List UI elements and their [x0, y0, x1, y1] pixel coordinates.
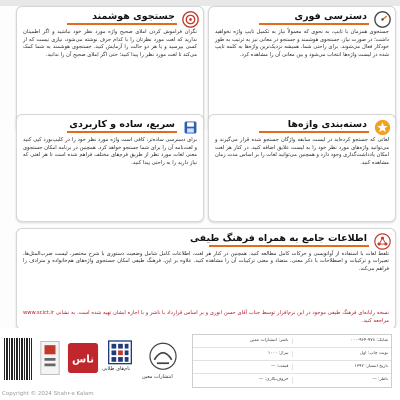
card-body: تلفظ لغات با استفاده از آوانویسی و حرکات کامل مطالعه کنید. همچنین در کنار هر لغت، اطلاعات کامل شامل وضعیت دستوری با شرح مختصر، لیست ضرب‌المثل‌ها، تعبیرات و ترکیبات و اصطلاحات با ذکر معنی، متضاد و معنی ترکیبات آن را مشاهده کنید. علاوه بر این، فرهنگ طیفی امکان جستجوی واژه‌های هم‌خانواده و مترادف را فراهم می‌کند.	[23, 251, 389, 272]
table-row	[193, 361, 391, 374]
card-title: دسته‌بندی واژه‌ها	[287, 119, 367, 130]
footer	[0, 328, 400, 400]
comprehensive-info-card	[16, 228, 396, 330]
table-row	[193, 335, 391, 348]
watermark: Copyright © 2024 Shahr-e Kalam	[2, 391, 94, 397]
title-underline	[259, 23, 369, 25]
table-cell: تاریخ انتشار: ۱۳۹۲	[354, 363, 388, 369]
star-icon	[374, 119, 391, 136]
table-cell: حروف‌نگاری: —	[193, 377, 293, 383]
word-category-card	[208, 114, 396, 222]
card-body: نگران فراموش کردن املای صحیح واژه مورد نظر خود نباشید و اگر اطمینان ندارید که لغت مورد نظرتان را با کدام حرف نوشته می‌شود، نیازی نیست که از کسی بپرسید و یا هر دو حالت را آزمایش کنید. جستجوی هوشمند به شما کمک می‌کند تا لغت مورد نظر را پیدا کنید؛ حتی اگر املای صحیح آن را ندانید.	[23, 29, 197, 58]
copyright-notice: نسخه رایانه‌ای فرهنگ طیفی موجود در این نرم‌افزار توسط جناب آقای حسن انوری و بر اساس قرارداد با ناشر و با اجازه ایشان تهیه شده است. به نشانی www.scict.ir مراجعه کنید.	[23, 310, 389, 324]
table-row	[193, 348, 391, 361]
card-title: جستجوی هوشمند	[92, 11, 175, 22]
table-cell: شابک: ۹۷۸-۹۶۴-۰۰۰	[350, 337, 388, 343]
card-title: اطلاعات جامع به همراه فرهنگ طیفی	[190, 233, 367, 244]
moein-publisher-logo	[140, 334, 186, 382]
title-underline	[209, 245, 369, 247]
table-row	[193, 374, 391, 387]
sanjesh-logo	[102, 334, 138, 382]
nas-logo	[66, 334, 100, 382]
card-body: برای دسترسی ساده‌تر، کافی است واژه مورد نظر خود را در کلیپ‌بورد کپی کنید و لغت‌نامه آن را برای شما جستجو خواهد کرد. همچنین در برنامه امکان جستجوی معنی لغات مورد نظر از طریق فرم‌های مختلف فراهم شده است تا هر لغتی که نیاز دارید را به راحتی پیدا کنید.	[23, 137, 197, 166]
barcode	[4, 338, 32, 380]
table-cell: ناظر: —	[372, 377, 388, 383]
small-logo	[38, 334, 62, 382]
fast-simple-card	[16, 114, 204, 222]
card-body: جستجوی همزمان با تایپ، به نحوی که معمولاً نیاز به تکمیل تایپ واژه نخواهید داشت؛ در صورت نیاز، جستجوی هوشمند و جستجو در معانی نیز به ترتیب به طور خودکار فعال می‌شوند. برای راحتی شما، همیشه نزدیک‌ترین واژه‌ها به کلمه تایپ شده در لیست واژه‌ها انتخاب می‌شود و بین معانی آن را مشاهده کرد.	[215, 29, 389, 58]
publisher-label: انتشارات معین	[142, 374, 173, 380]
title-underline	[67, 23, 177, 25]
table-cell: قیمت: —	[193, 364, 293, 370]
publication-info-table	[192, 334, 392, 388]
card-title: سریع، ساده و کاربردی	[69, 119, 175, 130]
disk-icon	[182, 119, 199, 136]
nas-logo-text: ناس	[71, 353, 95, 366]
table-cell: ناشر: انتشارات معین	[193, 338, 293, 344]
network-icon	[374, 233, 391, 250]
title-underline	[67, 131, 177, 133]
title-underline	[259, 131, 369, 133]
table-cell: تیراژ: ۱۰۰۰	[193, 351, 293, 357]
gauge-icon	[374, 11, 391, 28]
table-cell: نوبت چاپ: اول	[359, 350, 388, 356]
target-icon	[182, 11, 199, 28]
sanjesh-label: نام‌های طلایی	[102, 366, 131, 372]
card-title: دسترسی فوری	[294, 11, 367, 22]
card-body: لغاتی که جستجو کرده‌اید در لیست سابقه واژگان جستجو شده قرار می‌گیرند و می‌توانید واژه‌های مورد نظر خود را به لیست علایق اضافه کنید. در کنار هر لغت امکان یادداشت‌گذاری وجود دارد و همچنین می‌توانید لغات را بر اساس مدت زمان مشاهده کنید.	[215, 137, 389, 166]
